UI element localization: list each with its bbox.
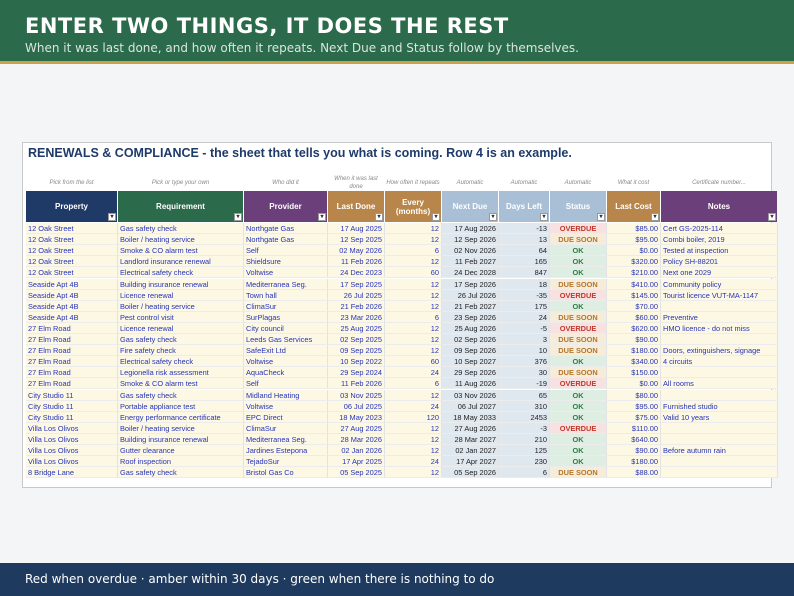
filter-dropdown-icon[interactable]: ▾ xyxy=(651,213,659,221)
cell-status: OK xyxy=(550,390,607,401)
cell-next-due: 17 Aug 2026 xyxy=(442,223,499,234)
column-hint-8: What it cost xyxy=(617,180,650,186)
cell-provider[interactable]: TejadoSur xyxy=(244,456,328,467)
cell-next-due: 02 Jan 2027 xyxy=(442,445,499,456)
column-header-every-months[interactable] xyxy=(385,191,441,222)
cell-next-due: 11 Aug 2026 xyxy=(442,378,499,389)
cell-last-done[interactable]: 23 Mar 2026 xyxy=(328,312,385,323)
cell-requirement[interactable]: Roof inspection xyxy=(118,456,244,467)
cell-property[interactable]: Seaside Apt 4B xyxy=(26,279,118,290)
cell-days-left: 30 xyxy=(499,367,550,378)
cell-last-done[interactable]: 28 Mar 2026 xyxy=(328,434,385,445)
page-subtitle: When it was last done, and how often it repeats. Next Due and Status follow by themselves. xyxy=(25,41,579,55)
column-hint-4: How often it repeats xyxy=(386,180,440,186)
column-header-label: Last Done xyxy=(336,202,376,211)
cell-status: DUE SOON xyxy=(550,467,607,478)
cell-every-months[interactable]: 60 xyxy=(385,267,442,278)
cell-last-done[interactable]: 29 Sep 2024 xyxy=(328,367,385,378)
cell-status: OK xyxy=(550,301,607,312)
cell-notes[interactable]: Valid 10 years xyxy=(661,412,778,423)
cell-every-months[interactable]: 24 xyxy=(385,367,442,378)
cell-notes[interactable] xyxy=(661,301,778,312)
cell-requirement[interactable]: Energy performance certificate xyxy=(118,412,244,423)
column-header-label: Every (months) xyxy=(395,197,431,216)
cell-notes[interactable]: All rooms xyxy=(661,378,778,389)
cell-status: OK xyxy=(550,401,607,412)
column-header-label: Property xyxy=(55,202,88,211)
cell-next-due: 17 Sep 2026 xyxy=(442,279,499,290)
cell-every-months[interactable]: 6 xyxy=(385,378,442,389)
cell-status: DUE SOON xyxy=(550,367,607,378)
cell-days-left: 6 xyxy=(499,467,550,478)
cell-last-done[interactable]: 02 May 2026 xyxy=(328,245,385,256)
cell-last-cost[interactable]: $180.00 xyxy=(607,456,661,467)
cell-last-done[interactable]: 17 Apr 2025 xyxy=(328,456,385,467)
cell-notes[interactable]: Tourist licence VUT-MA-1147 xyxy=(661,290,778,301)
filter-dropdown-icon[interactable]: ▾ xyxy=(318,213,326,221)
cell-status: DUE SOON xyxy=(550,234,607,245)
cell-last-done[interactable]: 25 Aug 2025 xyxy=(328,323,385,334)
cell-last-done[interactable]: 24 Dec 2023 xyxy=(328,267,385,278)
cell-every-months[interactable]: 12 xyxy=(385,445,442,456)
cell-provider[interactable]: ClimaSur xyxy=(244,301,328,312)
cell-notes[interactable] xyxy=(661,434,778,445)
cell-next-due: 06 Jul 2027 xyxy=(442,401,499,412)
filter-dropdown-icon[interactable]: ▾ xyxy=(432,213,440,221)
cell-notes[interactable]: 4 circuits xyxy=(661,356,778,367)
cell-last-cost[interactable]: $75.00 xyxy=(607,412,661,423)
cell-every-months[interactable]: 12 xyxy=(385,390,442,401)
cell-days-left: -19 xyxy=(499,378,550,389)
column-header-label: Notes xyxy=(707,202,731,211)
column-header-notes[interactable] xyxy=(661,191,777,222)
column-header-next-due[interactable] xyxy=(442,191,498,222)
cell-requirement[interactable]: Licence renewal xyxy=(118,323,244,334)
cell-every-months[interactable]: 24 xyxy=(385,456,442,467)
cell-property[interactable]: Villa Los Olivos xyxy=(26,423,118,434)
cell-last-cost[interactable]: $150.00 xyxy=(607,367,661,378)
column-header-last-done[interactable] xyxy=(328,191,384,222)
cell-days-left: -13 xyxy=(499,223,550,234)
cell-property[interactable]: City Studio 11 xyxy=(26,412,118,423)
cell-requirement[interactable]: Pest control visit xyxy=(118,312,244,323)
column-header-provider[interactable] xyxy=(244,191,327,222)
cell-status: OK xyxy=(550,445,607,456)
cell-notes[interactable]: Community policy xyxy=(661,279,778,290)
cell-every-months[interactable]: 12 xyxy=(385,279,442,290)
cell-provider[interactable]: Voltwise xyxy=(244,356,328,367)
cell-provider[interactable]: Northgate Gas xyxy=(244,223,328,234)
cell-next-due: 02 Sep 2026 xyxy=(442,334,499,345)
cell-requirement[interactable]: Landlord insurance renewal xyxy=(118,256,244,267)
cell-status: DUE SOON xyxy=(550,334,607,345)
cell-last-done[interactable]: 11 Feb 2026 xyxy=(328,378,385,389)
cell-every-months[interactable]: 12 xyxy=(385,345,442,356)
cell-property[interactable]: 12 Oak Street xyxy=(26,234,118,245)
column-header-status[interactable] xyxy=(550,191,606,222)
cell-every-months[interactable]: 24 xyxy=(385,401,442,412)
cell-last-done[interactable]: 10 Sep 2022 xyxy=(328,356,385,367)
column-header-label: Days Left xyxy=(505,202,542,211)
cell-last-cost[interactable]: $80.00 xyxy=(607,390,661,401)
cell-last-done[interactable]: 02 Sep 2025 xyxy=(328,334,385,345)
cell-status: OK xyxy=(550,267,607,278)
cell-last-done[interactable]: 02 Jan 2026 xyxy=(328,445,385,456)
filter-dropdown-icon[interactable]: ▾ xyxy=(768,213,776,221)
cell-property[interactable]: 12 Oak Street xyxy=(26,223,118,234)
cell-provider[interactable]: Leeds Gas Services xyxy=(244,334,328,345)
cell-property[interactable]: 12 Oak Street xyxy=(26,245,118,256)
cell-days-left: 847 xyxy=(499,267,550,278)
cell-requirement[interactable]: Legionella risk assessment xyxy=(118,367,244,378)
cell-every-months[interactable]: 12 xyxy=(385,467,442,478)
cell-days-left: 10 xyxy=(499,345,550,356)
cell-last-cost[interactable]: $88.00 xyxy=(607,467,661,478)
cell-last-cost[interactable]: $95.00 xyxy=(607,234,661,245)
cell-notes[interactable] xyxy=(661,456,778,467)
cell-last-done[interactable]: 05 Sep 2025 xyxy=(328,467,385,478)
cell-days-left: 376 xyxy=(499,356,550,367)
cell-next-due: 05 Sep 2026 xyxy=(442,467,499,478)
cell-requirement[interactable]: Gas safety check xyxy=(118,334,244,345)
cell-status: OK xyxy=(550,412,607,423)
cell-last-cost[interactable]: $180.00 xyxy=(607,345,661,356)
cell-notes[interactable] xyxy=(661,390,778,401)
cell-requirement[interactable]: Building insurance renewal xyxy=(118,279,244,290)
filter-dropdown-icon[interactable]: ▾ xyxy=(108,213,116,221)
cell-last-done[interactable]: 26 Jul 2025 xyxy=(328,290,385,301)
cell-days-left: -35 xyxy=(499,290,550,301)
cell-notes[interactable]: Combi boiler, 2019 xyxy=(661,234,778,245)
cell-requirement[interactable]: Gas safety check xyxy=(118,467,244,478)
cell-property[interactable]: 27 Elm Road xyxy=(26,367,118,378)
cell-provider[interactable]: Northgate Gas xyxy=(244,234,328,245)
cell-next-due: 25 Aug 2026 xyxy=(442,323,499,334)
spreadsheet-screenshot xyxy=(22,142,772,488)
column-header-last-cost[interactable] xyxy=(607,191,660,222)
cell-days-left: 65 xyxy=(499,390,550,401)
cell-next-due: 23 Sep 2026 xyxy=(442,312,499,323)
cell-next-due: 28 Mar 2027 xyxy=(442,434,499,445)
cell-requirement[interactable]: Licence renewal xyxy=(118,290,244,301)
cell-every-months[interactable]: 12 xyxy=(385,434,442,445)
cell-every-months[interactable]: 12 xyxy=(385,223,442,234)
cell-days-left: 18 xyxy=(499,279,550,290)
page-header xyxy=(0,0,794,64)
cell-days-left: 175 xyxy=(499,301,550,312)
column-hint-3: When it was last done xyxy=(334,176,378,190)
cell-next-due: 11 Feb 2027 xyxy=(442,256,499,267)
cell-last-done[interactable]: 11 Feb 2026 xyxy=(328,256,385,267)
cell-days-left: 210 xyxy=(499,434,550,445)
cell-property[interactable]: 27 Elm Road xyxy=(26,356,118,367)
filter-dropdown-icon[interactable]: ▾ xyxy=(234,213,242,221)
cell-every-months[interactable]: 6 xyxy=(385,312,442,323)
cell-every-months[interactable]: 12 xyxy=(385,423,442,434)
cell-next-due: 02 Nov 2026 xyxy=(442,245,499,256)
cell-provider[interactable]: City council xyxy=(244,323,328,334)
cell-property[interactable]: Villa Los Olivos xyxy=(26,445,118,456)
cell-last-cost[interactable]: $320.00 xyxy=(607,256,661,267)
cell-provider[interactable]: Mediterranea Seg. xyxy=(244,279,328,290)
cell-next-due: 21 Feb 2027 xyxy=(442,301,499,312)
column-header-label: Status xyxy=(565,202,591,211)
cell-last-cost[interactable]: $340.00 xyxy=(607,356,661,367)
cell-provider[interactable]: Jardines Estepona xyxy=(244,445,328,456)
cell-last-cost[interactable]: $640.00 xyxy=(607,434,661,445)
cell-next-due: 12 Sep 2026 xyxy=(442,234,499,245)
cell-requirement[interactable]: Boiler / heating service xyxy=(118,234,244,245)
cell-provider[interactable]: Voltwise xyxy=(244,401,328,412)
cell-requirement[interactable]: Gas safety check xyxy=(118,390,244,401)
filter-dropdown-icon[interactable]: ▾ xyxy=(489,213,497,221)
column-header-label: Last Cost xyxy=(615,202,652,211)
filter-dropdown-icon[interactable]: ▾ xyxy=(375,213,383,221)
cell-last-cost[interactable]: $0.00 xyxy=(607,378,661,389)
column-header-label: Provider xyxy=(269,202,302,211)
cell-property[interactable]: 27 Elm Road xyxy=(26,323,118,334)
cell-last-cost[interactable]: $620.00 xyxy=(607,323,661,334)
cell-every-months[interactable]: 12 xyxy=(385,334,442,345)
cell-days-left: 165 xyxy=(499,256,550,267)
cell-notes[interactable]: Next one 2029 xyxy=(661,267,778,278)
column-hint-0: Pick from the list xyxy=(49,180,94,186)
cell-next-due: 26 Jul 2026 xyxy=(442,290,499,301)
column-hint-5: Automatic xyxy=(456,180,484,186)
cell-last-cost[interactable]: $0.00 xyxy=(607,245,661,256)
cell-last-cost[interactable]: $410.00 xyxy=(607,279,661,290)
cell-status: OK xyxy=(550,245,607,256)
cell-status: OK xyxy=(550,434,607,445)
cell-status: OK xyxy=(550,256,607,267)
filter-dropdown-icon[interactable]: ▾ xyxy=(540,213,548,221)
cell-property[interactable]: Villa Los Olivos xyxy=(26,456,118,467)
cell-property[interactable]: Villa Los Olivos xyxy=(26,434,118,445)
cell-status: OK xyxy=(550,456,607,467)
cell-status: DUE SOON xyxy=(550,345,607,356)
cell-status: OVERDUE xyxy=(550,223,607,234)
cell-property[interactable]: 12 Oak Street xyxy=(26,267,118,278)
cell-provider[interactable]: SurPlagas xyxy=(244,312,328,323)
cell-provider[interactable]: Self xyxy=(244,378,328,389)
cell-every-months[interactable]: 12 xyxy=(385,256,442,267)
cell-next-due: 09 Sep 2026 xyxy=(442,345,499,356)
cell-provider[interactable]: Town hall xyxy=(244,290,328,301)
column-header-days-left[interactable] xyxy=(499,191,549,222)
cell-next-due: 27 Aug 2026 xyxy=(442,423,499,434)
cell-provider[interactable]: Self xyxy=(244,245,328,256)
cell-status: OVERDUE xyxy=(550,290,607,301)
column-header-label: Next Due xyxy=(452,202,488,211)
cell-last-done[interactable]: 06 Jul 2025 xyxy=(328,401,385,412)
cell-provider[interactable]: Shieldsure xyxy=(244,256,328,267)
cell-provider[interactable]: ClimaSur xyxy=(244,423,328,434)
cell-last-cost[interactable]: $90.00 xyxy=(607,445,661,456)
page-title: ENTER TWO THINGS, IT DOES THE REST xyxy=(25,14,509,38)
cell-requirement[interactable]: Fire safety check xyxy=(118,345,244,356)
cell-last-cost[interactable]: $95.00 xyxy=(607,401,661,412)
cell-last-done[interactable]: 18 May 2023 xyxy=(328,412,385,423)
cell-notes[interactable]: Doors, extinguishers, signage xyxy=(661,345,778,356)
column-hint-2: Who did it xyxy=(272,180,299,186)
cell-days-left: 310 xyxy=(499,401,550,412)
cell-last-cost[interactable]: $210.00 xyxy=(607,267,661,278)
cell-provider[interactable]: EPC Direct xyxy=(244,412,328,423)
cell-notes[interactable]: Furnished studio xyxy=(661,401,778,412)
column-hint-1: Pick or type your own xyxy=(151,180,210,186)
cell-notes[interactable]: Before autumn rain xyxy=(661,445,778,456)
cell-requirement[interactable]: Gas safety check xyxy=(118,223,244,234)
cell-notes[interactable] xyxy=(661,334,778,345)
column-header-requirement[interactable] xyxy=(118,191,243,222)
cell-every-months[interactable]: 12 xyxy=(385,301,442,312)
cell-days-left: 13 xyxy=(499,234,550,245)
cell-every-months[interactable]: 120 xyxy=(385,412,442,423)
footer-legend: Red when overdue · amber within 30 days · green when there is nothing to do xyxy=(0,563,794,596)
cell-days-left: 3 xyxy=(499,334,550,345)
cell-notes[interactable] xyxy=(661,467,778,478)
cell-days-left: 2453 xyxy=(499,412,550,423)
cell-requirement[interactable]: Portable appliance test xyxy=(118,401,244,412)
cell-provider[interactable]: Voltwise xyxy=(244,267,328,278)
cell-next-due: 18 May 2033 xyxy=(442,412,499,423)
cell-notes[interactable] xyxy=(661,367,778,378)
cell-last-cost[interactable]: $60.00 xyxy=(607,312,661,323)
cell-last-done[interactable]: 27 Aug 2025 xyxy=(328,423,385,434)
sheet-title: RENEWALS & COMPLIANCE - the sheet that tells you what is coming. Row 4 is an example. xyxy=(28,146,572,160)
cell-requirement[interactable]: Gutter clearance xyxy=(118,445,244,456)
filter-dropdown-icon[interactable]: ▾ xyxy=(597,213,605,221)
cell-provider[interactable]: SafeExit Ltd xyxy=(244,345,328,356)
cell-days-left: 64 xyxy=(499,245,550,256)
cell-last-done[interactable]: 09 Sep 2025 xyxy=(328,345,385,356)
column-hint-7: Automatic xyxy=(564,180,592,186)
cell-requirement[interactable]: Smoke & CO alarm test xyxy=(118,245,244,256)
cell-next-due: 17 Apr 2027 xyxy=(442,456,499,467)
cell-requirement[interactable]: Boiler / heating service xyxy=(118,423,244,434)
cell-status: OVERDUE xyxy=(550,423,607,434)
cell-requirement[interactable]: Smoke & CO alarm test xyxy=(118,378,244,389)
cell-property[interactable]: Seaside Apt 4B xyxy=(26,312,118,323)
cell-status: OVERDUE xyxy=(550,323,607,334)
cell-notes[interactable]: Cert GS-2025-114 xyxy=(661,223,778,234)
cell-provider[interactable]: Bristol Gas Co xyxy=(244,467,328,478)
cell-last-done[interactable]: 17 Sep 2025 xyxy=(328,279,385,290)
cell-status: OK xyxy=(550,356,607,367)
cell-every-months[interactable]: 12 xyxy=(385,290,442,301)
cell-property[interactable]: 12 Oak Street xyxy=(26,256,118,267)
cell-property[interactable]: City Studio 11 xyxy=(26,390,118,401)
cell-property[interactable]: Seaside Apt 4B xyxy=(26,301,118,312)
cell-every-months[interactable]: 12 xyxy=(385,234,442,245)
cell-days-left: 230 xyxy=(499,456,550,467)
cell-last-cost[interactable]: $110.00 xyxy=(607,423,661,434)
cell-last-cost[interactable]: $145.00 xyxy=(607,290,661,301)
cell-days-left: -5 xyxy=(499,323,550,334)
cell-every-months[interactable]: 60 xyxy=(385,356,442,367)
cell-every-months[interactable]: 12 xyxy=(385,323,442,334)
cell-status: DUE SOON xyxy=(550,312,607,323)
cell-every-months[interactable]: 6 xyxy=(385,245,442,256)
cell-property[interactable]: City Studio 11 xyxy=(26,401,118,412)
cell-days-left: 24 xyxy=(499,312,550,323)
cell-property[interactable]: 27 Elm Road xyxy=(26,345,118,356)
cell-status: OVERDUE xyxy=(550,378,607,389)
cell-last-done[interactable]: 17 Aug 2025 xyxy=(328,223,385,234)
cell-notes[interactable]: HMO licence - do not miss xyxy=(661,323,778,334)
cell-notes[interactable]: Preventive xyxy=(661,312,778,323)
cell-property[interactable]: 8 Bridge Lane xyxy=(26,467,118,478)
cell-provider[interactable]: Mediterranea Seg. xyxy=(244,434,328,445)
cell-last-done[interactable]: 21 Feb 2026 xyxy=(328,301,385,312)
cell-provider[interactable]: Midland Heating xyxy=(244,390,328,401)
cell-last-cost[interactable]: $85.00 xyxy=(607,223,661,234)
cell-next-due: 29 Sep 2026 xyxy=(442,367,499,378)
column-header-property[interactable] xyxy=(26,191,117,222)
cell-requirement[interactable]: Electrical safety check xyxy=(118,267,244,278)
cell-requirement[interactable]: Electrical safety check xyxy=(118,356,244,367)
cell-property[interactable]: 27 Elm Road xyxy=(26,378,118,389)
cell-property[interactable]: 27 Elm Road xyxy=(26,334,118,345)
cell-last-done[interactable]: 03 Nov 2025 xyxy=(328,390,385,401)
cell-notes[interactable] xyxy=(661,423,778,434)
cell-days-left: 125 xyxy=(499,445,550,456)
cell-days-left: -3 xyxy=(499,423,550,434)
column-hint-6: Automatic xyxy=(510,180,538,186)
cell-next-due: 24 Dec 2028 xyxy=(442,267,499,278)
cell-notes[interactable]: Policy SH-88201 xyxy=(661,256,778,267)
cell-next-due: 03 Nov 2026 xyxy=(442,390,499,401)
cell-requirement[interactable]: Boiler / heating service xyxy=(118,301,244,312)
cell-last-cost[interactable]: $70.00 xyxy=(607,301,661,312)
column-header-label: Requirement xyxy=(156,202,205,211)
cell-provider[interactable]: AquaCheck xyxy=(244,367,328,378)
cell-status: DUE SOON xyxy=(550,279,607,290)
cell-property[interactable]: Seaside Apt 4B xyxy=(26,290,118,301)
cell-last-done[interactable]: 12 Sep 2025 xyxy=(328,234,385,245)
cell-requirement[interactable]: Building insurance renewal xyxy=(118,434,244,445)
cell-notes[interactable]: Tested at inspection xyxy=(661,245,778,256)
cell-next-due: 10 Sep 2027 xyxy=(442,356,499,367)
column-hint-9: Certificate number... xyxy=(692,180,746,186)
cell-last-cost[interactable]: $90.00 xyxy=(607,334,661,345)
